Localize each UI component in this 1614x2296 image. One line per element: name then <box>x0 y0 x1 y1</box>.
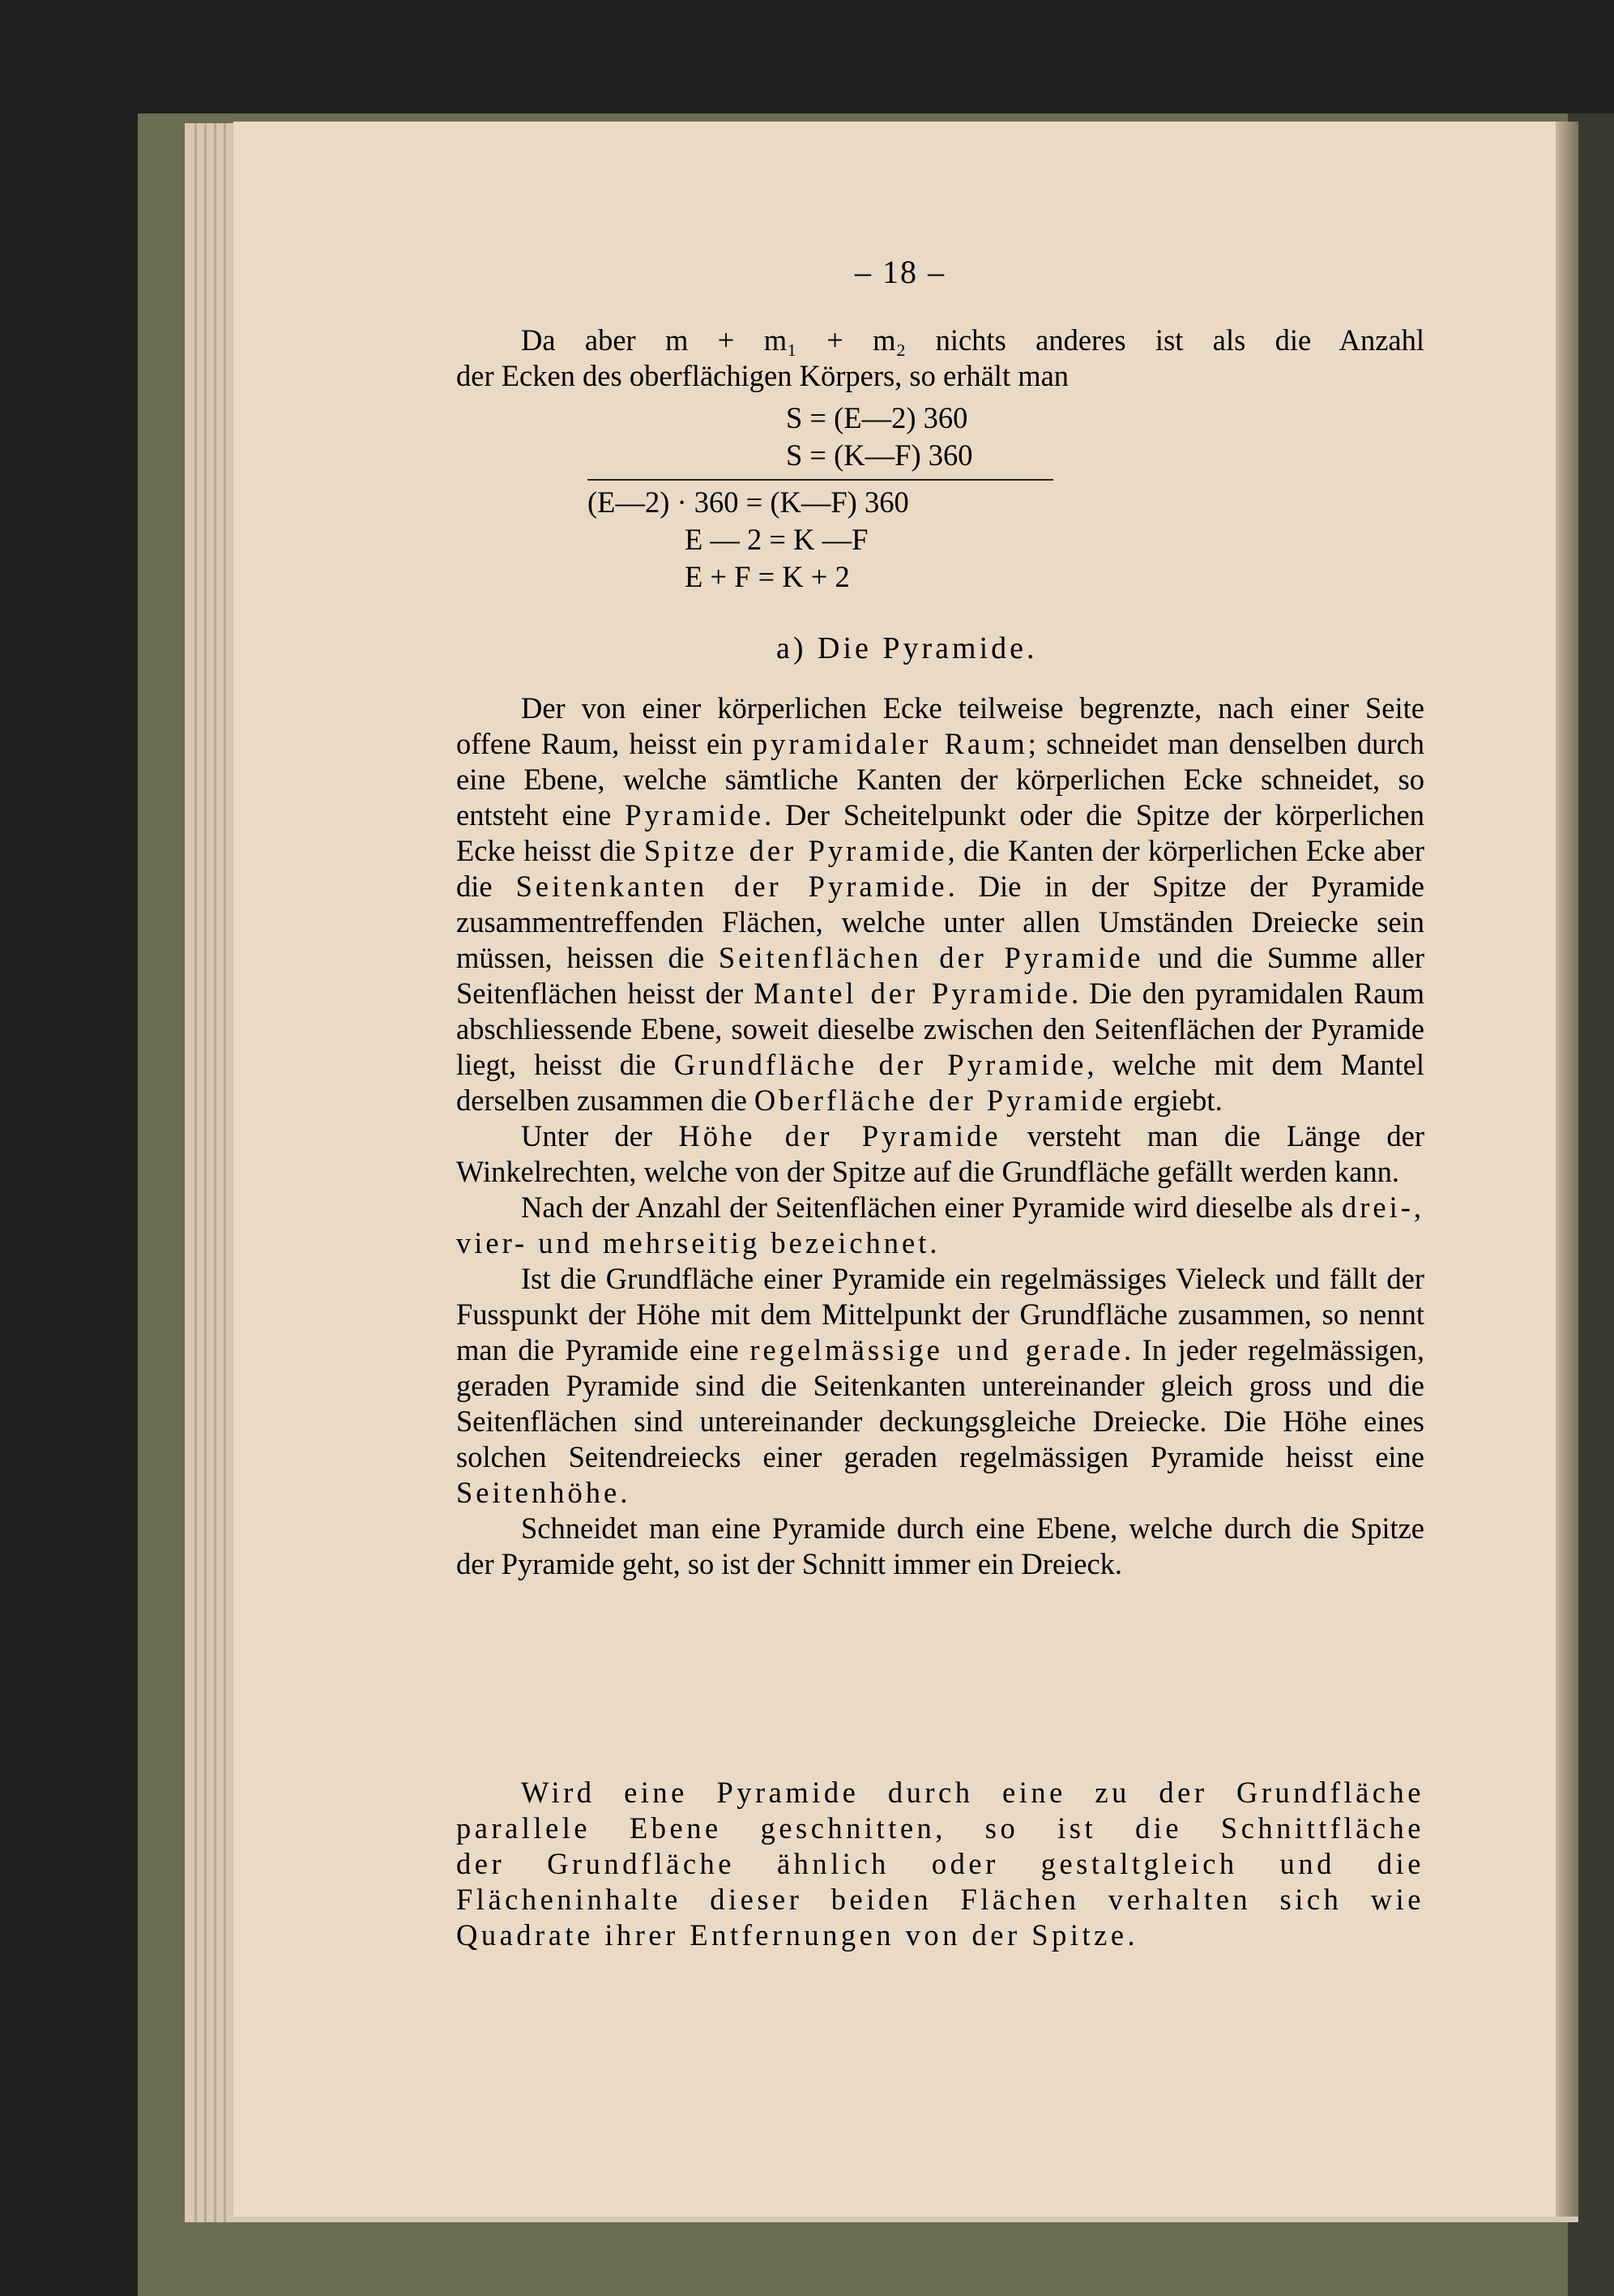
word: eine <box>624 1776 688 1809</box>
word: verhalten <box>1108 1883 1252 1916</box>
body-text <box>456 691 1424 1582</box>
paragraph-text: . <box>620 1476 628 1509</box>
paragraph <box>456 691 1424 1118</box>
final-row-5: Quadrate ihrer Entfernungen von der Spitze. <box>456 1918 1139 1952</box>
word: zu <box>1095 1776 1130 1809</box>
emphasized-term: Mantel der Pyramide <box>754 977 1072 1010</box>
emphasized-term: Seitenkanten der Pyramide <box>515 870 948 903</box>
equation-2: S = (K—F) 360 <box>786 438 973 472</box>
paragraph <box>456 1511 1424 1582</box>
paragraph-text: Nach der Anzahl der Seitenflächen einer Pyramide wird dieselbe als <box>521 1191 1342 1224</box>
paragraph-text: Unter der <box>521 1119 679 1152</box>
intro-line-1: Da aber m + m₁ + m₂ nichts anderes ist als die Anzahl <box>521 323 1424 357</box>
emphasized-term: drei-, vier- und mehrseitig bezeichnet <box>456 1191 1424 1259</box>
emphasized-term: Spitze der Pyramide <box>643 834 948 867</box>
word: oder <box>931 1847 999 1880</box>
word: geschnitten, <box>760 1811 946 1845</box>
word: und <box>1279 1847 1335 1880</box>
word: gestaltgleich <box>1040 1847 1238 1880</box>
paragraph-text: . Die in der Spitze der Pyramide zusammentreffenden Flächen, welche unter allen Umständen Dreiecke sein müssen, heissen die <box>456 870 1424 974</box>
word: eine <box>1002 1776 1066 1809</box>
word: Flächeninhalte <box>456 1883 681 1916</box>
paragraph-text: . <box>929 1226 937 1259</box>
page-gutter <box>1556 122 1578 2217</box>
paragraph-text: Schneidet man eine Pyramide durch eine Ebene, welche durch die Spitze der Pyramide geht, so ist der Schnitt immer ein Dreieck. <box>456 1511 1424 1580</box>
paragraph-text: . In jeder regelmässigen, geraden Pyramide sind die Seitenkanten untereinander gleich gross und die Seitenflächen sind untereinander deckungsgleiche Dreiecke. Die Höhe eines solchen Seitendreiecks einer geraden regelmässigen Pyramide heisst eine <box>456 1333 1425 1473</box>
equation-3: (E—2) · 360 = (K—F) 360 <box>587 485 909 519</box>
equation-1: S = (E—2) 360 <box>786 401 968 434</box>
paragraph-text: und die Summe aller Seitenflächen heisst der <box>456 941 1424 1010</box>
final-row-2 <box>456 1811 1424 1846</box>
word: sich <box>1279 1883 1343 1916</box>
word: beiden <box>830 1883 933 1916</box>
word: die <box>1134 1811 1183 1845</box>
paragraph-text: ; schneidet man denselben durch eine Ebene, welche sämtliche Kanten der körperlichen Ecke schneidet, so entsteht eine <box>456 727 1424 832</box>
emphasized-term: Pyramide <box>625 798 765 832</box>
word: wie <box>1370 1883 1424 1916</box>
word: durch <box>887 1776 974 1809</box>
paragraph-text: Der von einer körperlichen Ecke teilweise begrenzte, nach einer Seite offene Raum, heisst ein <box>456 691 1424 760</box>
section-heading: a) Die Pyramide. <box>776 631 1038 665</box>
word: parallele <box>456 1811 591 1845</box>
final-row-1 <box>456 1775 1424 1811</box>
emphasized-term: Oberfläche der Pyramide <box>754 1084 1126 1117</box>
emphasized-term: Seitenhöhe <box>456 1476 621 1509</box>
word: der <box>1159 1776 1208 1809</box>
paragraph <box>456 1190 1424 1261</box>
word: die <box>1377 1847 1424 1880</box>
emphasized-term: Grundfläche der Pyramide <box>673 1048 1087 1081</box>
emphasized-term: Seitenflächen der Pyramide <box>718 941 1144 974</box>
intro-line-2: der Ecken des oberflächigen Körpers, so erhält man <box>456 359 1070 392</box>
final-row-3 <box>456 1846 1424 1882</box>
word: so <box>984 1811 1019 1845</box>
paragraph-text: ergiebt. <box>1125 1084 1223 1117</box>
word: Grundfläche <box>547 1847 735 1880</box>
word: Schnittfläche <box>1220 1811 1424 1845</box>
word: der <box>456 1847 506 1880</box>
paragraph <box>456 1118 1424 1190</box>
paragraph-text: . Der Scheitelpunkt oder die Spitze der körperlichen Ecke heisst die <box>456 798 1425 867</box>
paragraph-text: versteht man die Länge der Winkelrechten, welche von der Spitze auf die Grundfläche gefällt werden kann. <box>456 1119 1425 1188</box>
word: dieser <box>710 1883 803 1916</box>
page-number: – 18 – <box>855 254 946 290</box>
paragraph <box>456 1261 1424 1511</box>
final-paragraph <box>456 1775 1424 1953</box>
final-row-4 <box>456 1882 1424 1918</box>
word: Ebene <box>630 1811 722 1845</box>
emphasized-term: pyramidaler Raum <box>752 727 1028 760</box>
word: Flächen <box>960 1883 1080 1916</box>
word: ähnlich <box>776 1847 890 1880</box>
equation-rule <box>587 479 1053 481</box>
word: Wird <box>521 1776 596 1809</box>
emphasized-term: Höhe der Pyramide <box>678 1119 1001 1152</box>
equation-5: E + F = K + 2 <box>685 560 850 593</box>
emphasized-term: regelmässige und gerade <box>749 1333 1124 1366</box>
word: Pyramide <box>716 1776 860 1809</box>
word: ist <box>1057 1811 1097 1845</box>
paragraph-text: , die Kanten der körperlichen Ecke aber die <box>456 834 1424 903</box>
paragraph-text: , welche mit dem Mantel derselben zusammen die <box>456 1048 1425 1117</box>
paragraph-text: . Die den pyramidalen Raum abschliessende Ebene, soweit dieselbe zwischen den Seitenflächen der Pyramide liegt, heisst die <box>456 977 1424 1081</box>
word: Grundfläche <box>1236 1776 1424 1809</box>
intro-text <box>456 323 1424 394</box>
paragraph-text: Ist die Grundfläche einer Pyramide ein regelmässiges Vieleck und fällt der Fusspunkt der Höhe mit dem Mittelpunkt der Grundfläche zusammen, so nennt man die Pyramide eine <box>456 1262 1424 1366</box>
equation-4: E — 2 = K —F <box>685 523 869 556</box>
